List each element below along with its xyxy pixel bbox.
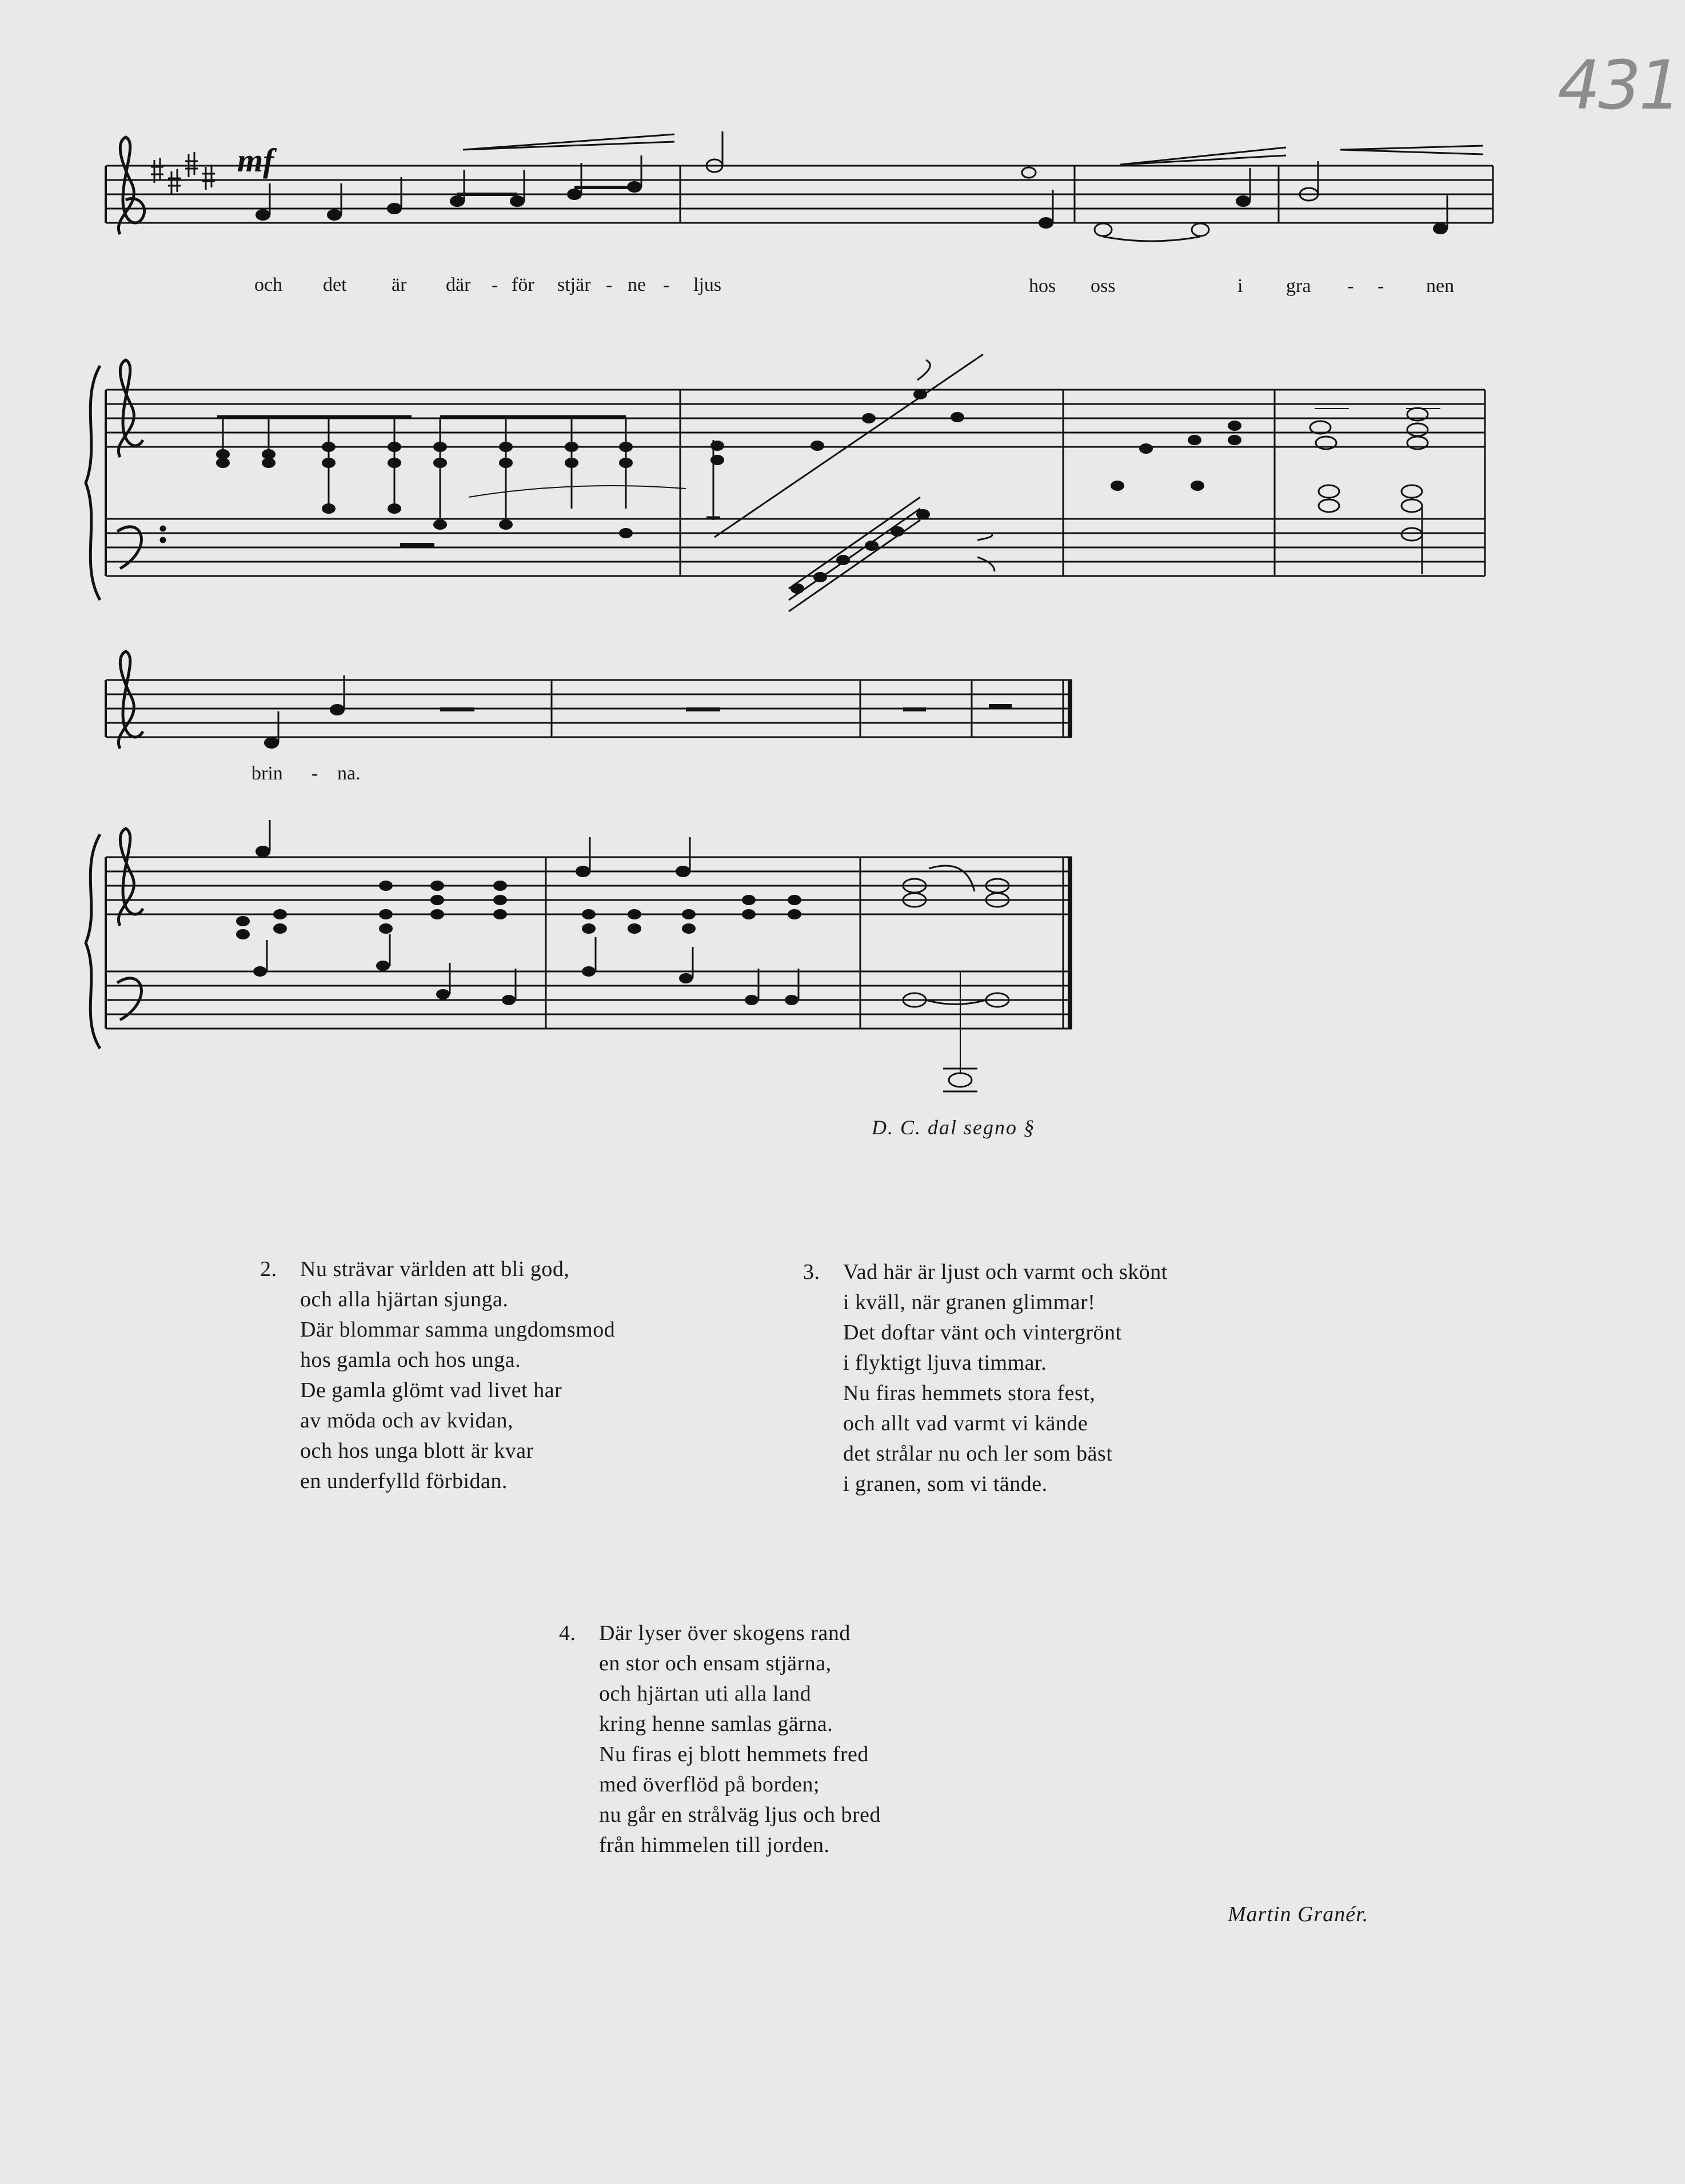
lyric: nen <box>1426 275 1455 297</box>
verse-line: Nu strävar världen att bli god, <box>300 1257 570 1281</box>
verse-line: kring henne samlas gärna. <box>599 1712 833 1736</box>
lyric: ljus <box>693 274 722 295</box>
verse-line: Nu firas ej blott hemmets fred <box>599 1742 869 1766</box>
verse-line: i kväll, när granen glimmar! <box>843 1290 1096 1314</box>
verse-line: och hos unga blott är kvar <box>300 1439 534 1463</box>
lyric: och <box>254 274 283 295</box>
lyric: där <box>446 274 471 295</box>
lyric: na. <box>337 763 361 784</box>
verse-line: och allt vad varmt vi kände <box>843 1411 1088 1435</box>
lyric: det <box>323 274 347 295</box>
lyric: brin <box>251 763 283 784</box>
verse-line: Det doftar vänt och vintergrönt <box>843 1321 1122 1345</box>
lyric: är <box>392 274 407 295</box>
verse-number: 2. <box>260 1257 277 1281</box>
verse-line: Nu firas hemmets stora fest, <box>843 1381 1096 1405</box>
verse-line: nu går en strålväg ljus och bred <box>599 1803 881 1827</box>
lyric: - <box>312 763 318 784</box>
verse-line: och hjärtan uti alla land <box>599 1682 812 1706</box>
lyric: - <box>1377 275 1384 297</box>
lyric: för <box>512 274 534 295</box>
verse-line: Där lyser över skogens rand <box>599 1621 851 1645</box>
verse-line: hos gamla och hos unga. <box>300 1348 521 1372</box>
page-number: 431 <box>1558 46 1680 125</box>
lyric: gra <box>1286 275 1311 297</box>
verse-line: och alla hjärtan sjunga. <box>300 1287 509 1311</box>
verse-line: en stor och ensam stjärna, <box>599 1651 832 1675</box>
lyric: - <box>492 274 498 295</box>
verse-line: från himmelen till jorden. <box>599 1833 830 1857</box>
verse-line: en underfylld förbidan. <box>300 1469 508 1493</box>
da-capo-marking: D. C. dal segno § <box>872 1116 1035 1139</box>
piano-staff-2 <box>86 820 1072 1091</box>
verse-line: De gamla glömt vad livet har <box>300 1378 562 1402</box>
verse-4 <box>559 1618 881 1861</box>
piano-staff-1 <box>86 354 1485 611</box>
lyric: i <box>1237 275 1243 297</box>
lyric: oss <box>1091 275 1116 297</box>
verse-number: 4. <box>559 1621 576 1645</box>
verse-line: av möda och av kvidan, <box>300 1409 513 1433</box>
verse-3 <box>803 1257 1168 1499</box>
dynamic-mark: mf <box>237 142 274 179</box>
verse-line: det strålar nu och ler som bäst <box>843 1442 1113 1466</box>
voice-staff-2 <box>106 651 1072 749</box>
lyric: ne <box>628 274 646 295</box>
author-signature: Martin Granér. <box>1228 1902 1369 1926</box>
verse-number: 3. <box>803 1260 820 1284</box>
lyric: - <box>1347 275 1354 297</box>
lyric: - <box>606 274 613 295</box>
verse-line: Där blommar samma ungdomsmod <box>300 1318 616 1342</box>
verse-2 <box>260 1254 616 1497</box>
lyric: stjär <box>557 274 591 295</box>
voice-staff-1 <box>106 166 1493 223</box>
verse-line: i granen, som vi tände. <box>843 1472 1048 1496</box>
lyric: hos <box>1029 275 1056 297</box>
verse-line: Vad här är ljust och varmt och skönt <box>843 1260 1168 1284</box>
lyric: - <box>663 274 670 295</box>
verse-line: med överflöd på borden; <box>599 1773 820 1797</box>
verse-line: i flyktigt ljuva timmar. <box>843 1351 1047 1375</box>
